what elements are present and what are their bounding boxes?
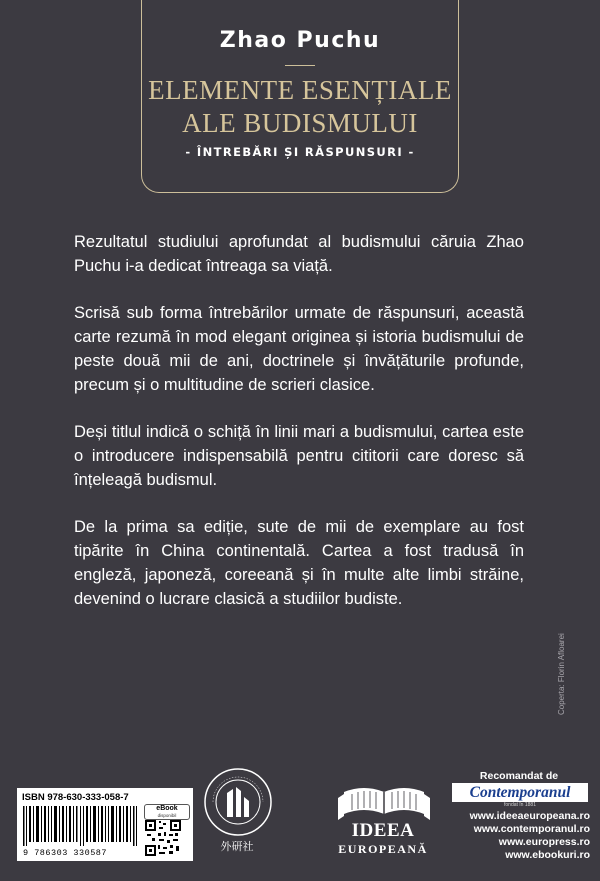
website-url[interactable]: www.ebookuri.ro <box>505 849 590 861</box>
press-seal-icon <box>203 767 273 837</box>
author-name: Zhao Puchu <box>219 28 381 53</box>
qr-code-icon <box>145 820 181 856</box>
website-url[interactable]: www.contemporanul.ro <box>473 823 590 835</box>
isbn-block <box>17 788 193 861</box>
blurb-paragraph: Rezultatul studiului aprofundat al budismului căruia Zhao Puchu i-a dedicat întreaga sa viață. <box>74 233 524 275</box>
cover-credit: Coperta: Florin Afloarei <box>557 633 566 715</box>
recommendation-label: Recomandat de <box>479 770 559 782</box>
website-list <box>440 810 590 862</box>
title-panel <box>141 0 459 193</box>
open-book-logo-icon <box>334 778 434 820</box>
blurb-paragraph: Scrisă sub forma întrebărilor urmate de răspunsuri, această carte rezumă în mod elegant originea și istoria budismului de peste două mii de ani, doctrinele și învățăturile profunde, precum și o multitudine de scrieri clasice. <box>74 304 524 394</box>
ebook-badge <box>144 804 190 820</box>
blurb-paragraph: Deși titlul indică o schiță în linii mari a budismului, cartea este o introducere indispensabilă pentru cititorii care doresc să înțeleagă budismul. <box>74 423 524 489</box>
book-title-line-2: ALE BUDISMULUI <box>182 108 418 138</box>
blurb-text <box>74 230 524 634</box>
press-name: 外研社 <box>220 841 254 853</box>
website-url[interactable]: www.europress.ro <box>498 836 590 848</box>
website-url[interactable]: www.ideeaeuropeana.ro <box>469 810 590 822</box>
title-divider <box>285 65 315 66</box>
magazine-logo: Contemporanul <box>452 783 588 802</box>
barcode-digits: 9 786303 330587 <box>23 848 108 858</box>
magazine-founded: fondat în 1881 <box>504 802 536 808</box>
book-subtitle: - ÎNTREBĂRI ȘI RĂSPUNSURI - <box>185 145 415 159</box>
blurb-paragraph: De la prima sa ediție, sute de mii de exemplare au fost tipărite în China continentală. Cartea a fost tradusă în engleză, japoneză, coreeană și în multe alte limbi străine, devenind o lucrare clasică a studiilor budiste. <box>74 518 524 608</box>
publisher-subname: EUROPEANĂ <box>338 842 428 856</box>
barcode-icon <box>23 806 141 846</box>
ebook-label: eBook <box>156 805 178 812</box>
publisher-name: IDEEA <box>351 820 415 841</box>
book-title-line-1: ELEMENTE ESENȚIALE <box>148 75 452 105</box>
ebook-sublabel: disponibil <box>157 813 177 818</box>
isbn-number: ISBN 978-630-333-058-7 <box>22 792 129 803</box>
